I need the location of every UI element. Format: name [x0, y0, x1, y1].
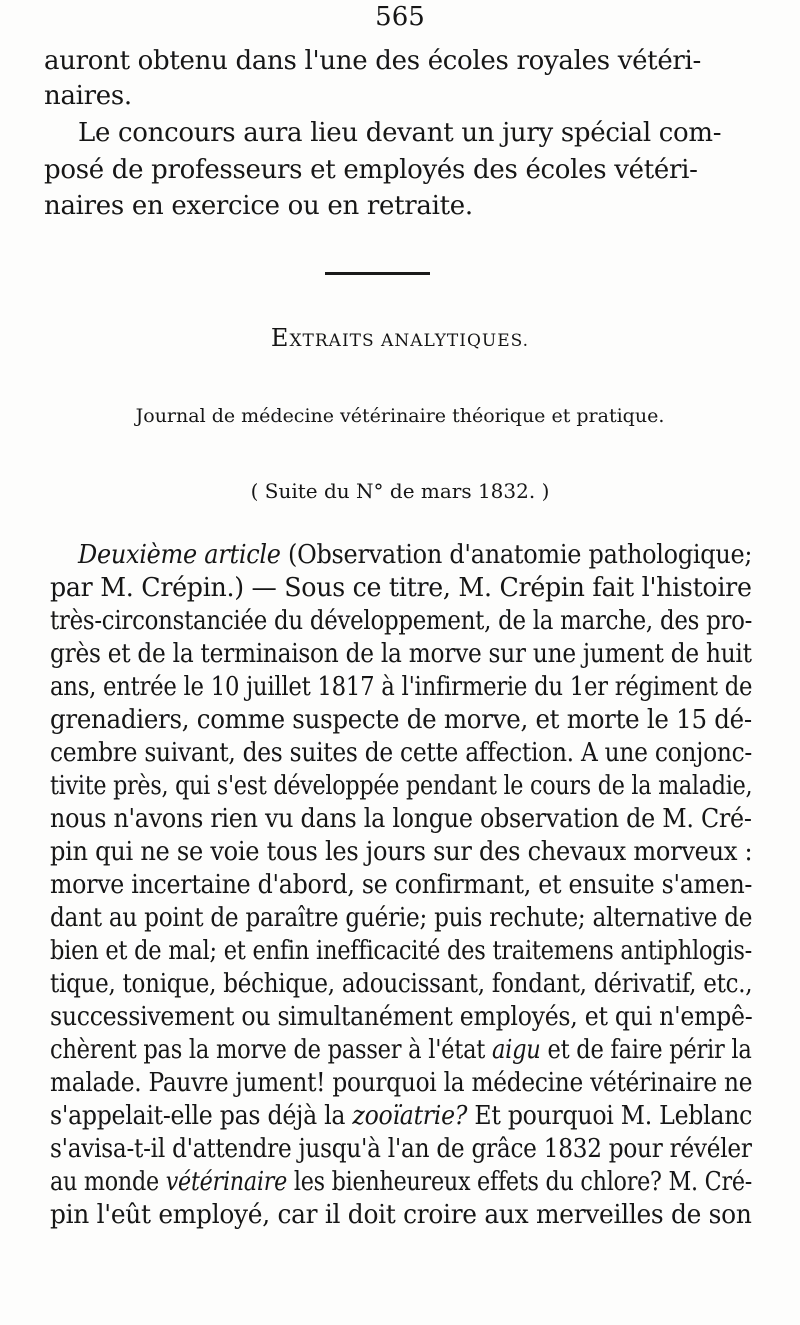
journal-title: Journal de médecine vétérinaire théorique et pratique.: [135, 405, 665, 427]
article-line13: bien et de mal; et enfin inefficacité des traitemens antiphlogis-: [50, 936, 753, 966]
paragraph2-line1: Le concours aura lieu devant un jury spécial com-: [78, 118, 722, 148]
suite-note: ( Suite du N° de mars 1832. ): [250, 479, 550, 503]
article-line7: cembre suivant, des suites de cette affection. A une conjonc-: [50, 738, 752, 768]
article-line9: nous n'avons rien vu dans la longue observation de M. Cré-: [50, 804, 752, 834]
section-heading-rest: XTRAITS ANALYTIQUES.: [289, 331, 530, 351]
article-line15: successivement ou simultanément employés, et qui n'empê-: [50, 1002, 753, 1032]
article-line21: pin l'eût employé, car il doit croire aux merveilles de son: [50, 1200, 752, 1230]
article-line10: pin qui ne se voie tous les jours sur des chevaux morveux :: [50, 837, 753, 867]
section-divider: [325, 272, 430, 275]
section-heading-cap: E: [270, 324, 290, 352]
article-line20: [50, 1166, 752, 1198]
article-line20-italic: vétérinaire: [165, 1167, 288, 1197]
page-number: 565: [375, 2, 425, 32]
paragraph2-line2: posé de professeurs et employés des écoles vétéri-: [44, 155, 698, 185]
article-line20-a: au monde: [50, 1167, 166, 1197]
article-line18-italic: zooïatrie?: [352, 1101, 468, 1131]
article-line19: s'avisa-t-il d'attendre jusqu'à l'an de grâce 1832 pour révéler: [50, 1134, 752, 1164]
article-line1-rest: (Observation d'anatomie pathologique;: [280, 540, 753, 570]
article-line17: malade. Pauvre jument! pourquoi la médecine vétérinaire ne: [50, 1068, 753, 1098]
article-line2: par M. Crépin.) — Sous ce titre, M. Crépin fait l'histoire: [50, 573, 752, 603]
article-line11: morve incertaine d'abord, se confirmant, et ensuite s'amen-: [50, 870, 753, 900]
article-line16-b: et de faire périr la: [540, 1035, 752, 1065]
article-line20-b: les bienheureux effets du chlore? M. Cré-: [287, 1167, 753, 1197]
paragraph1-line2: naires.: [44, 81, 132, 111]
article-line18-b: Et pourquoi M. Leblanc: [467, 1101, 753, 1131]
article-line1: [78, 539, 752, 571]
article-line18-a: s'appelait-elle pas déjà la: [50, 1101, 353, 1131]
article-line16-italic: aigu: [491, 1035, 541, 1065]
article-title-italic: Deuxième article: [78, 540, 281, 570]
section-heading: [0, 326, 800, 353]
article-line3: très-circonstanciée du développement, de la marche, des pro-: [50, 606, 753, 636]
article-line16: [50, 1034, 752, 1066]
article-line8: tivite près, qui s'est développée pendant le cours de la maladie,: [50, 771, 753, 801]
article-line5: ans, entrée le 10 juillet 1817 à l'infirmerie du 1er régiment de: [50, 672, 753, 702]
article-line4: grès et de la terminaison de la morve sur une jument de huit: [50, 639, 752, 669]
article-line6: grenadiers, comme suspecte de morve, et morte le 15 dé-: [50, 705, 752, 735]
article-line14: tique, tonique, béchique, adoucissant, fondant, dérivatif, etc.,: [50, 969, 753, 999]
article-line16-a: chèrent pas la morve de passer à l'état: [50, 1035, 492, 1065]
article-line18: [50, 1100, 752, 1132]
paragraph1-line1: auront obtenu dans l'une des écoles royales vétéri-: [44, 46, 702, 76]
paragraph2-line3: naires en exercice ou en retraite.: [44, 191, 473, 221]
article-line12: dant au point de paraître guérie; puis rechute; alternative de: [50, 903, 753, 933]
